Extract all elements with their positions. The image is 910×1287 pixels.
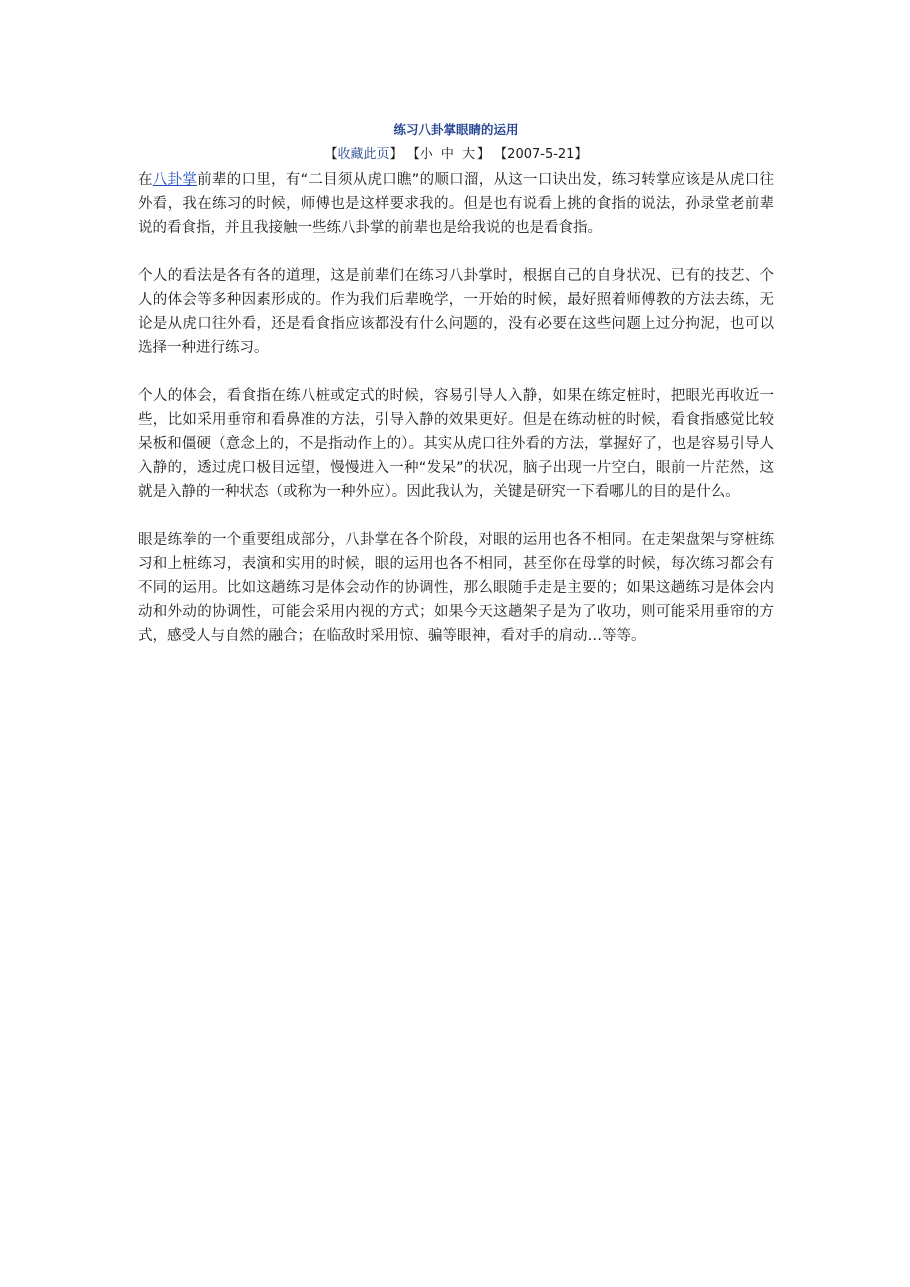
article-body <box>138 168 774 648</box>
publish-date: 2007-5-21 <box>507 147 575 162</box>
bracket-close: 】 <box>574 147 588 162</box>
bracket-close: 】 <box>389 147 403 162</box>
paragraph-prefix: 在 <box>138 172 153 188</box>
article <box>138 120 774 672</box>
article-meta <box>138 144 774 166</box>
bookmark-link[interactable]: 收藏此页 <box>337 147 390 162</box>
paragraph: 眼是练拳的一个重要组成部分，八卦掌在各个阶段，对眼的运用也各不相同。在走架盘架与穿桩练习和上桩练习，表演和实用的时候，眼的运用也各不相同，甚至你在母掌的时候，每次练习都会有不同的运用。比如这趟练习是体会动作的协调性，那么眼随手走是主要的；如果这趟练习是体会内动和外动的协调性，可能会采用内视的方式；如果今天这趟架子是为了收功，则可能采用垂帘的方式，感受人与自然的融合；在临敌时采用惊、骗等眼神，看对手的肩动…等等。 <box>138 532 774 644</box>
paragraph: 个人的体会，看食指在练八桩或定式的时候，容易引导人入静，如果在练定桩时，把眼光再收近一些，比如采用垂帘和看鼻准的方法，引导入静的效果更好。但是在练动桩的时候，看食指感觉比较呆板和僵硬（意念上的，不是指动作上的）。其实从虎口往外看的方法，掌握好了，也是容易引导人入静的，透过虎口极目远望，慢慢进入一种“发呆”的状况，脑子出现一片空白，眼前一片茫然，这就是入静的一种状态（或称为一种外应）。因此我认为，关键是研究一下看哪儿的目的是什么。 <box>138 388 774 500</box>
font-size-switcher[interactable]: 小 中 大 <box>419 147 477 162</box>
bracket-close: 】 <box>477 147 491 162</box>
bracket-open: 【 <box>406 147 420 162</box>
page-title: 练习八卦掌眼睛的运用 <box>393 122 519 137</box>
bracket-open: 【 <box>324 147 338 162</box>
paragraph-text: 前辈的口里，有“二目须从虎口瞧”的顺口溜，从这一口诀出发，练习转掌应该是从虎口往外看，我在练习的时候，师傅也是这样要求我的。但是也有说看上挑的食指的说法，孙录堂老前辈说的看食指，并且我接触一些练八卦掌的前辈也是给我说的也是看食指。 <box>138 172 775 236</box>
bagua-link[interactable]: 八卦掌 <box>152 172 198 188</box>
paragraph <box>138 168 774 240</box>
bracket-open: 【 <box>494 147 508 162</box>
paragraph: 个人的看法是各有各的道理，这是前辈们在练习八卦掌时，根据自己的自身状况、已有的技艺、个人的体会等多种因素形成的。作为我们后辈晚学，一开始的时候，最好照着师傅教的方法去练，无论是从虎口往外看，还是看食指应该都没有什么问题的，没有必要在这些问题上过分拘泥，也可以选择一种进行练习。 <box>138 268 774 356</box>
